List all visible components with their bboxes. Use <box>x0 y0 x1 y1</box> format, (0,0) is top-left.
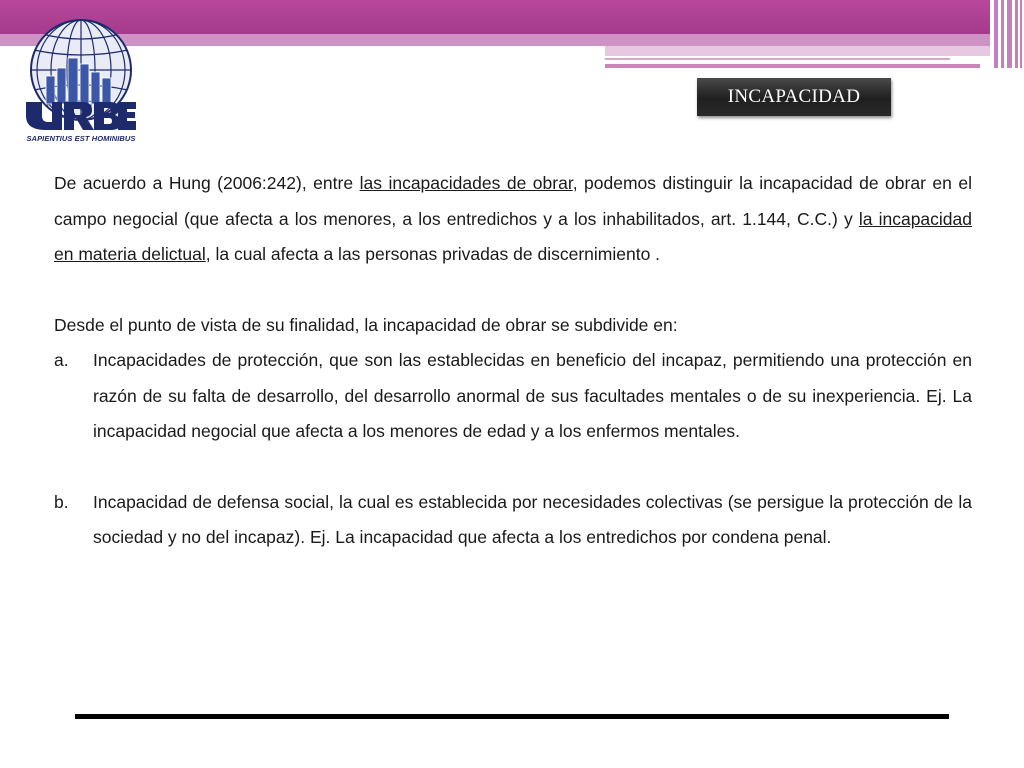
logo-motto: SAPIENTIUS EST HOMINIBUS <box>26 134 136 143</box>
underlined-term-incapacidades-de-obrar: las incapacidades de obrar <box>359 173 573 193</box>
list-item-text: Incapacidades de protección, que son las establecidas en beneficio del incapaz, permitiendo una protección en razón de su falta de desarrollo, del desarrollo anormal de sus facultades mentales o de su inexperiencia. Ej. La incapacidad negocial que afecta a los menores de edad y a los enfermos mentales. <box>93 350 972 441</box>
globe-city-logo-icon <box>22 16 140 136</box>
list-item-b <box>54 485 972 556</box>
header-banner-light <box>0 34 990 46</box>
footer-divider <box>75 714 949 719</box>
slide-title: INCAPACIDAD <box>697 78 891 116</box>
header-banner <box>0 0 990 34</box>
spacer <box>54 273 972 308</box>
header-banner-line <box>605 58 950 60</box>
header-banner-line-lower <box>605 64 980 68</box>
university-logo <box>22 16 140 148</box>
list-item-a <box>54 343 972 450</box>
header-stripes <box>992 0 1024 68</box>
slide-content <box>54 166 972 556</box>
list-item-text: Incapacidad de defensa social, la cual es establecida por necesidades colectivas (se persigue la protección de la sociedad y no del incapaz). Ej. La incapacidad que afecta a los entredichos por condena penal. <box>93 491 972 547</box>
intro-text-part-1: De acuerdo a Hung (2006:242), entre <box>54 173 360 193</box>
intro-text-part-2: , podemos distinguir la incapacidad de obrar en el campo negocial (que afecta a los menores, a los entredichos y a los inhabilitados, art. 1.144, C.C.) y <box>54 173 972 229</box>
list-marker: b. <box>54 491 69 512</box>
header-banner-accent <box>605 46 990 56</box>
list-marker: a. <box>54 350 69 370</box>
intro-text-part-3: , la cual afecta a las personas privadas de discernimiento . <box>205 244 661 264</box>
paragraph-intro <box>54 166 972 273</box>
spacer <box>54 450 972 485</box>
underlined-term-materia-delictual: la incapacidad en materia delictual <box>54 208 972 264</box>
paragraph-subdivision: Desde el punto de vista de su finalidad, la incapacidad de obrar se subdivide en: <box>54 314 678 335</box>
